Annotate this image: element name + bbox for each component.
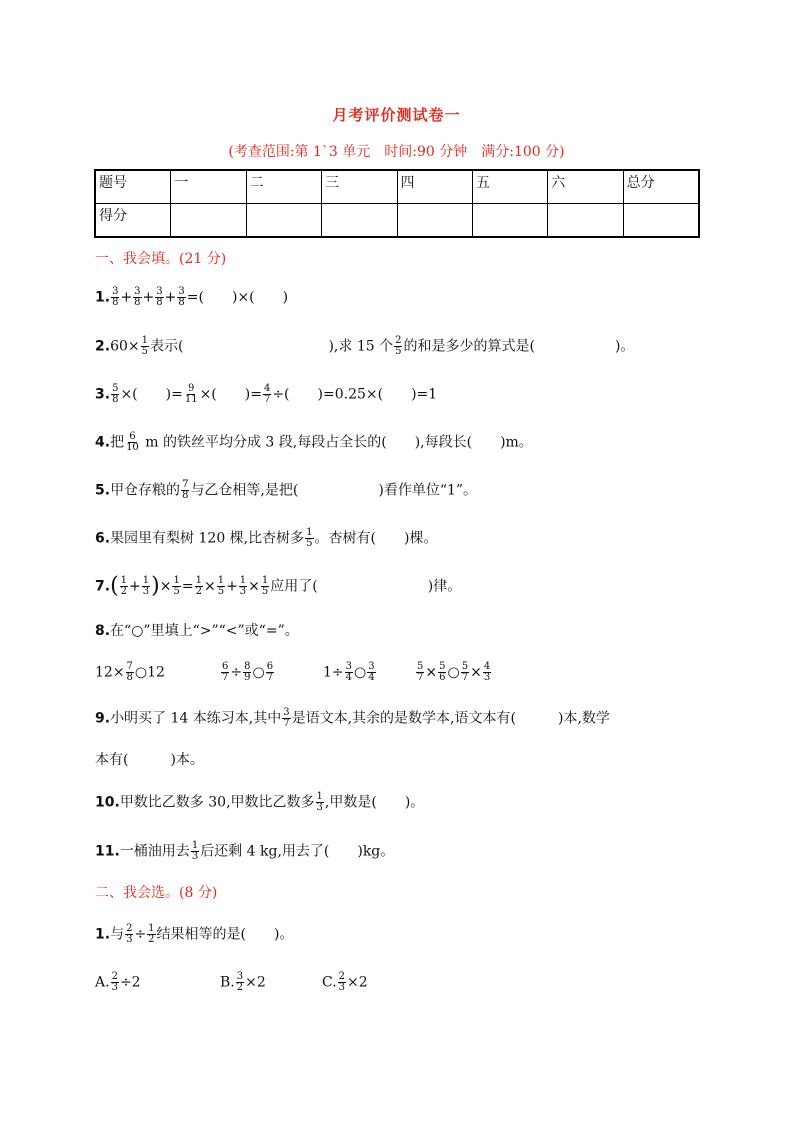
question-1: 1. $\frac{3}{8}$ + $\frac{3}{8}$ + $\frac{3}{8}$ + $\frac{3}{8}$ =( )×( ) [95,286,289,308]
question-11: 11.一桶油用去 $\frac{1}{3}$ 后还剩 4 kg,用去了( )kg。 [95,840,395,862]
question-7: 7.( $\frac{1}{2}$ + $\frac{1}{3}$ )× $\frac{1}{5}$ = $\frac{1}{2}$ × $\frac{1}{5}$ + $\frac{1}{3}$ × $\frac{1}{5}$ 应用了( )律。 [95,573,462,599]
question-9-continued: 本有( )本。 [95,752,204,768]
question-6: 6.果园里有梨树 120 棵,比杏树多 $\frac{1}{5}$ 。杏树有( )棵。 [95,527,438,549]
fraction: $\frac{1}{5}$ [306,527,313,549]
header-cell: 一 [171,170,246,204]
fraction: $\frac{2}{5}$ [395,335,402,357]
fraction: $\frac{1}{3}$ [316,791,323,813]
fraction: $\frac{1}{3}$ [239,575,247,597]
comparison-4: $\frac{5}{7}$ × $\frac{5}{6}$ ○ $\frac{5}{7}$ × $\frac{4}{3}$ [417,661,491,683]
question-4: 4.把 $\frac{6}{10}$ m 的铁丝平均分成 3 段,每段占全长的( ),每段长( )m。 [95,431,533,453]
choice-question-1: 1.与 $\frac{2}{3}$ ÷ $\frac{1}{2}$ 结果相等的是( )。 [95,923,294,945]
header-cell: 题号 [95,170,171,204]
fraction: $\frac{1}{2}$ [195,575,202,597]
fraction: $\frac{3}{8}$ [178,286,185,308]
choice-c[interactable]: C. $\frac{2}{3}$ ×2 [322,971,368,993]
question-5: 5.甲仓存粮的 $\frac{7}{8}$ 与乙仓相等,是把( )看作单位“1”。 [95,479,478,501]
fraction: $\frac{1}{3}$ [191,840,199,862]
page-title: 月考评价测试卷一 [332,106,461,124]
choice-a[interactable]: A. $\frac{2}{3}$ ÷2 [95,971,141,993]
row-label: 得分 [95,204,171,238]
fraction: $\frac{1}{5}$ [173,575,180,597]
fraction: $\frac{6}{10}$ [126,431,139,453]
fraction: $\frac{9}{11}$ [184,383,198,405]
question-2: 2.60× $\frac{1}{5}$ 表示( ),求 15 个 $\frac{2}{5}$ 的和是多少的算式是( )。 [95,335,635,357]
question-8-comparisons [95,662,515,686]
header-cell: 二 [246,170,321,204]
fraction: $\frac{3}{7}$ [283,707,290,729]
fraction: $\frac{1}{2}$ [120,575,128,597]
score-cell[interactable] [472,204,547,238]
question-10: 10.甲数比乙数多 30,甲数比乙数多 $\frac{1}{3}$ ,甲数是( )。 [95,791,425,813]
header-cell: 五 [472,170,547,204]
fraction: $\frac{4}{7}$ [263,383,271,405]
score-table-score-row [95,204,699,238]
question-8: 8.在“○”里填上“>”“<”或“=”。 [95,623,299,639]
fraction: $\frac{1}{5}$ [141,335,148,357]
section-heading-fill: 一、我会填。(21 分) [95,251,227,267]
question-9: 9.小明买了 14 本练习本,其中 $\frac{3}{7}$ 是语文本,其余的是数学本,语文本有( )本,数学 [95,707,610,729]
comparison-3: 1÷ $\frac{3}{4}$ ○ $\frac{3}{4}$ [323,661,375,683]
fraction: $\frac{3}{8}$ [156,286,163,308]
choice-b[interactable]: B. $\frac{3}{2}$ ×2 [220,971,266,993]
fraction: $\frac{1}{5}$ [261,575,269,597]
score-table [94,169,700,238]
fraction: $\frac{1}{2}$ [148,923,155,945]
score-cell[interactable] [246,204,321,238]
question-3: 3. $\frac{5}{8}$ ×( )= $\frac{9}{11}$ ×( )= $\frac{4}{7}$ ÷( )=0.25×( )=1 [95,383,438,405]
section-heading-choose: 二、我会选。(8 分) [95,885,218,901]
exam-scope: (考查范围:第 1`3 单元 时间:90 分钟 满分:100 分) [228,144,565,160]
score-cell[interactable] [322,204,397,238]
answer-blank[interactable]: ( ) [249,289,289,306]
fraction: $\frac{2}{3}$ [126,923,133,945]
answer-blank[interactable]: ( ) [198,289,238,306]
header-cell: 三 [322,170,397,204]
comparison-1: 12× $\frac{7}{8}$ ○12 [95,661,165,683]
fraction: $\frac{1}{3}$ [142,575,150,597]
fraction: $\frac{3}{8}$ [134,286,141,308]
score-cell[interactable] [397,204,472,238]
fraction: $\frac{7}{8}$ [182,479,189,501]
score-cell[interactable] [623,204,699,238]
score-cell[interactable] [171,204,246,238]
fraction: $\frac{1}{5}$ [217,575,225,597]
header-cell: 总分 [623,170,699,204]
comparison-2: $\frac{6}{7}$ ÷ $\frac{8}{9}$ ○ $\frac{6}{7}$ [222,661,274,683]
score-table-header-row [95,170,699,204]
header-cell: 四 [397,170,472,204]
header-cell: 六 [548,170,623,204]
score-cell[interactable] [548,204,623,238]
fraction: $\frac{3}{8}$ [112,286,119,308]
fraction: $\frac{5}{8}$ [112,383,119,405]
